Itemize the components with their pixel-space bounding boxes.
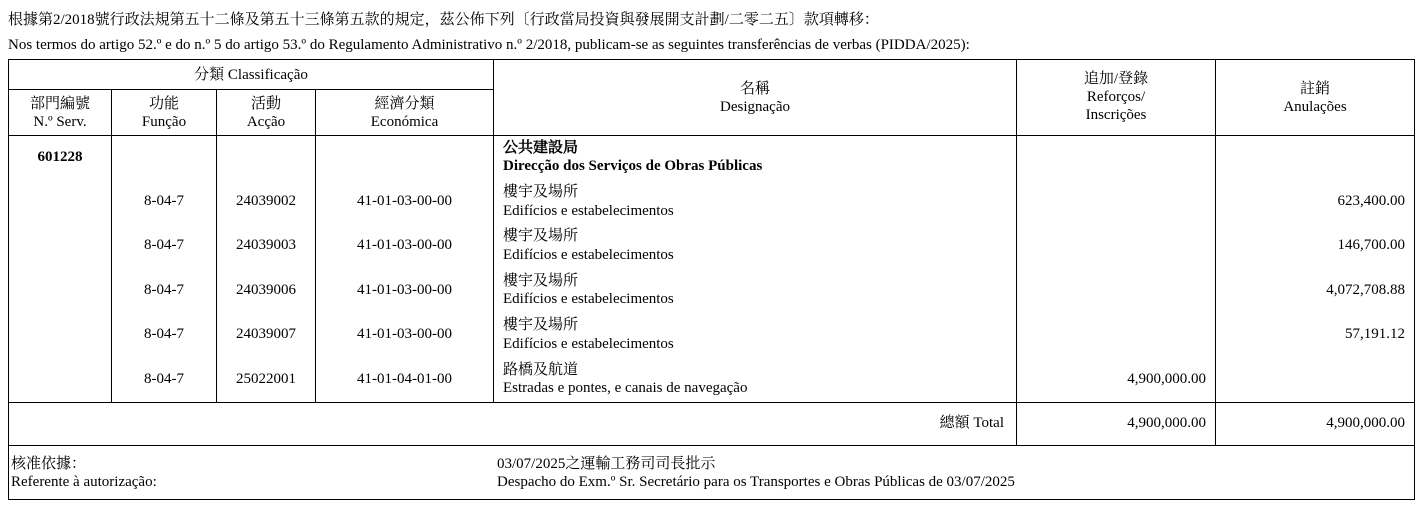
header-economic-zh: 經濟分類 — [374, 96, 435, 112]
header-function-zh: 功能 — [148, 96, 179, 112]
header-reinforcements-pt1: Reforços/ — [1086, 89, 1146, 105]
department-name-pt: Direcção dos Serviços de Obras Públicas — [503, 158, 763, 174]
footer-bottom-border — [8, 499, 1415, 500]
header-designation-zh: 名稱 — [739, 81, 770, 97]
header-annulments-zh: 註銷 — [1299, 81, 1330, 97]
total-label: 總額 Total — [939, 415, 1004, 431]
table-right-border — [1414, 59, 1415, 500]
header-department-zh: 部門編號 — [29, 96, 90, 112]
header-bottom-border — [8, 135, 1415, 136]
designation-pt-cell: Edifícios e estabelecimentos — [503, 247, 674, 263]
header-reinforcements-pt2: Inscrições — [1085, 107, 1147, 123]
total-annulments: 4,900,000.00 — [1326, 415, 1405, 431]
table-top-border — [8, 59, 1415, 60]
header-action-pt: Acção — [246, 114, 286, 130]
function-cell: 8-04-7 — [144, 193, 184, 209]
designation-zh-cell: 樓宇及場所 — [503, 228, 579, 244]
annulment-cell: 57,191.12 — [1345, 326, 1405, 342]
economic-cell: 41-01-04-01-00 — [357, 371, 452, 387]
economic-cell: 41-01-03-00-00 — [357, 193, 452, 209]
header-annulments-pt: Anulações — [1283, 99, 1347, 115]
classification-header: 分類 Classificação — [194, 67, 308, 83]
function-cell: 8-04-7 — [144, 282, 184, 298]
action-cell: 24039007 — [236, 326, 296, 342]
body-bottom-border — [8, 402, 1415, 403]
header-designation-pt: Designação — [720, 99, 790, 115]
header-economic-pt: Económica — [370, 114, 439, 130]
function-cell: 8-04-7 — [144, 371, 184, 387]
header-function-pt: Função — [141, 114, 187, 130]
economic-cell: 41-01-03-00-00 — [357, 326, 452, 342]
designation-pt-cell: Edifícios e estabelecimentos — [503, 336, 674, 352]
authorization-value-zh: 03/07/2025之運輸工務司司長批示 — [497, 456, 716, 472]
header-reinforcements-zh: 追加/登錄 — [1083, 71, 1149, 87]
annulment-cell: 146,700.00 — [1337, 237, 1405, 253]
intro-chinese: 根據第2/2018號行政法規第五十二條及第五十三條第五款的規定，茲公佈下列〔行政當局投資與發展開支計劃/二零二五〕款項轉移： — [8, 12, 879, 28]
designation-pt-cell: Estradas e pontes, e canais de navegação — [503, 380, 748, 396]
classification-divider — [8, 89, 494, 90]
designation-zh-cell: 樓宇及場所 — [503, 184, 579, 200]
function-cell: 8-04-7 — [144, 237, 184, 253]
designation-pt-cell: Edifícios e estabelecimentos — [503, 291, 674, 307]
reinforcement-cell: 4,900,000.00 — [1127, 371, 1206, 387]
designation-zh-cell: 樓宇及場所 — [503, 317, 579, 333]
authorization-value-pt: Despacho do Exm.º Sr. Secretário para os Transportes e Obras Públicas de 03/07/2025 — [497, 474, 1015, 490]
action-cell: 24039002 — [236, 193, 296, 209]
designation-zh-cell: 樓宇及場所 — [503, 273, 579, 289]
total-bottom-border — [8, 445, 1415, 446]
annulment-cell: 623,400.00 — [1337, 193, 1405, 209]
action-cell: 24039006 — [236, 282, 296, 298]
authorization-label-zh: 核准依據： — [11, 456, 87, 472]
department-code: 601228 — [37, 149, 83, 165]
action-cell: 24039003 — [236, 237, 296, 253]
action-cell: 25022001 — [236, 371, 296, 387]
economic-cell: 41-01-03-00-00 — [357, 282, 452, 298]
function-cell: 8-04-7 — [144, 326, 184, 342]
header-action-zh: 活動 — [250, 96, 281, 112]
intro-portuguese: Nos termos do artigo 52.º e do n.º 5 do artigo 53.º do Regulamento Administrativo n.º 2/2018, publicam-se as seguintes transferências de verbas (PIDDA/2025): — [8, 37, 970, 53]
designation-pt-cell: Edifícios e estabelecimentos — [503, 203, 674, 219]
department-name-zh: 公共建設局 — [503, 140, 579, 156]
header-department-pt: N.º Serv. — [33, 114, 87, 130]
economic-cell: 41-01-03-00-00 — [357, 237, 452, 253]
total-reinforcements: 4,900,000.00 — [1127, 415, 1206, 431]
designation-zh-cell: 路橋及航道 — [503, 362, 579, 378]
annulment-cell: 4,072,708.88 — [1326, 282, 1405, 298]
authorization-label-pt: Referente à autorização: — [11, 474, 157, 490]
